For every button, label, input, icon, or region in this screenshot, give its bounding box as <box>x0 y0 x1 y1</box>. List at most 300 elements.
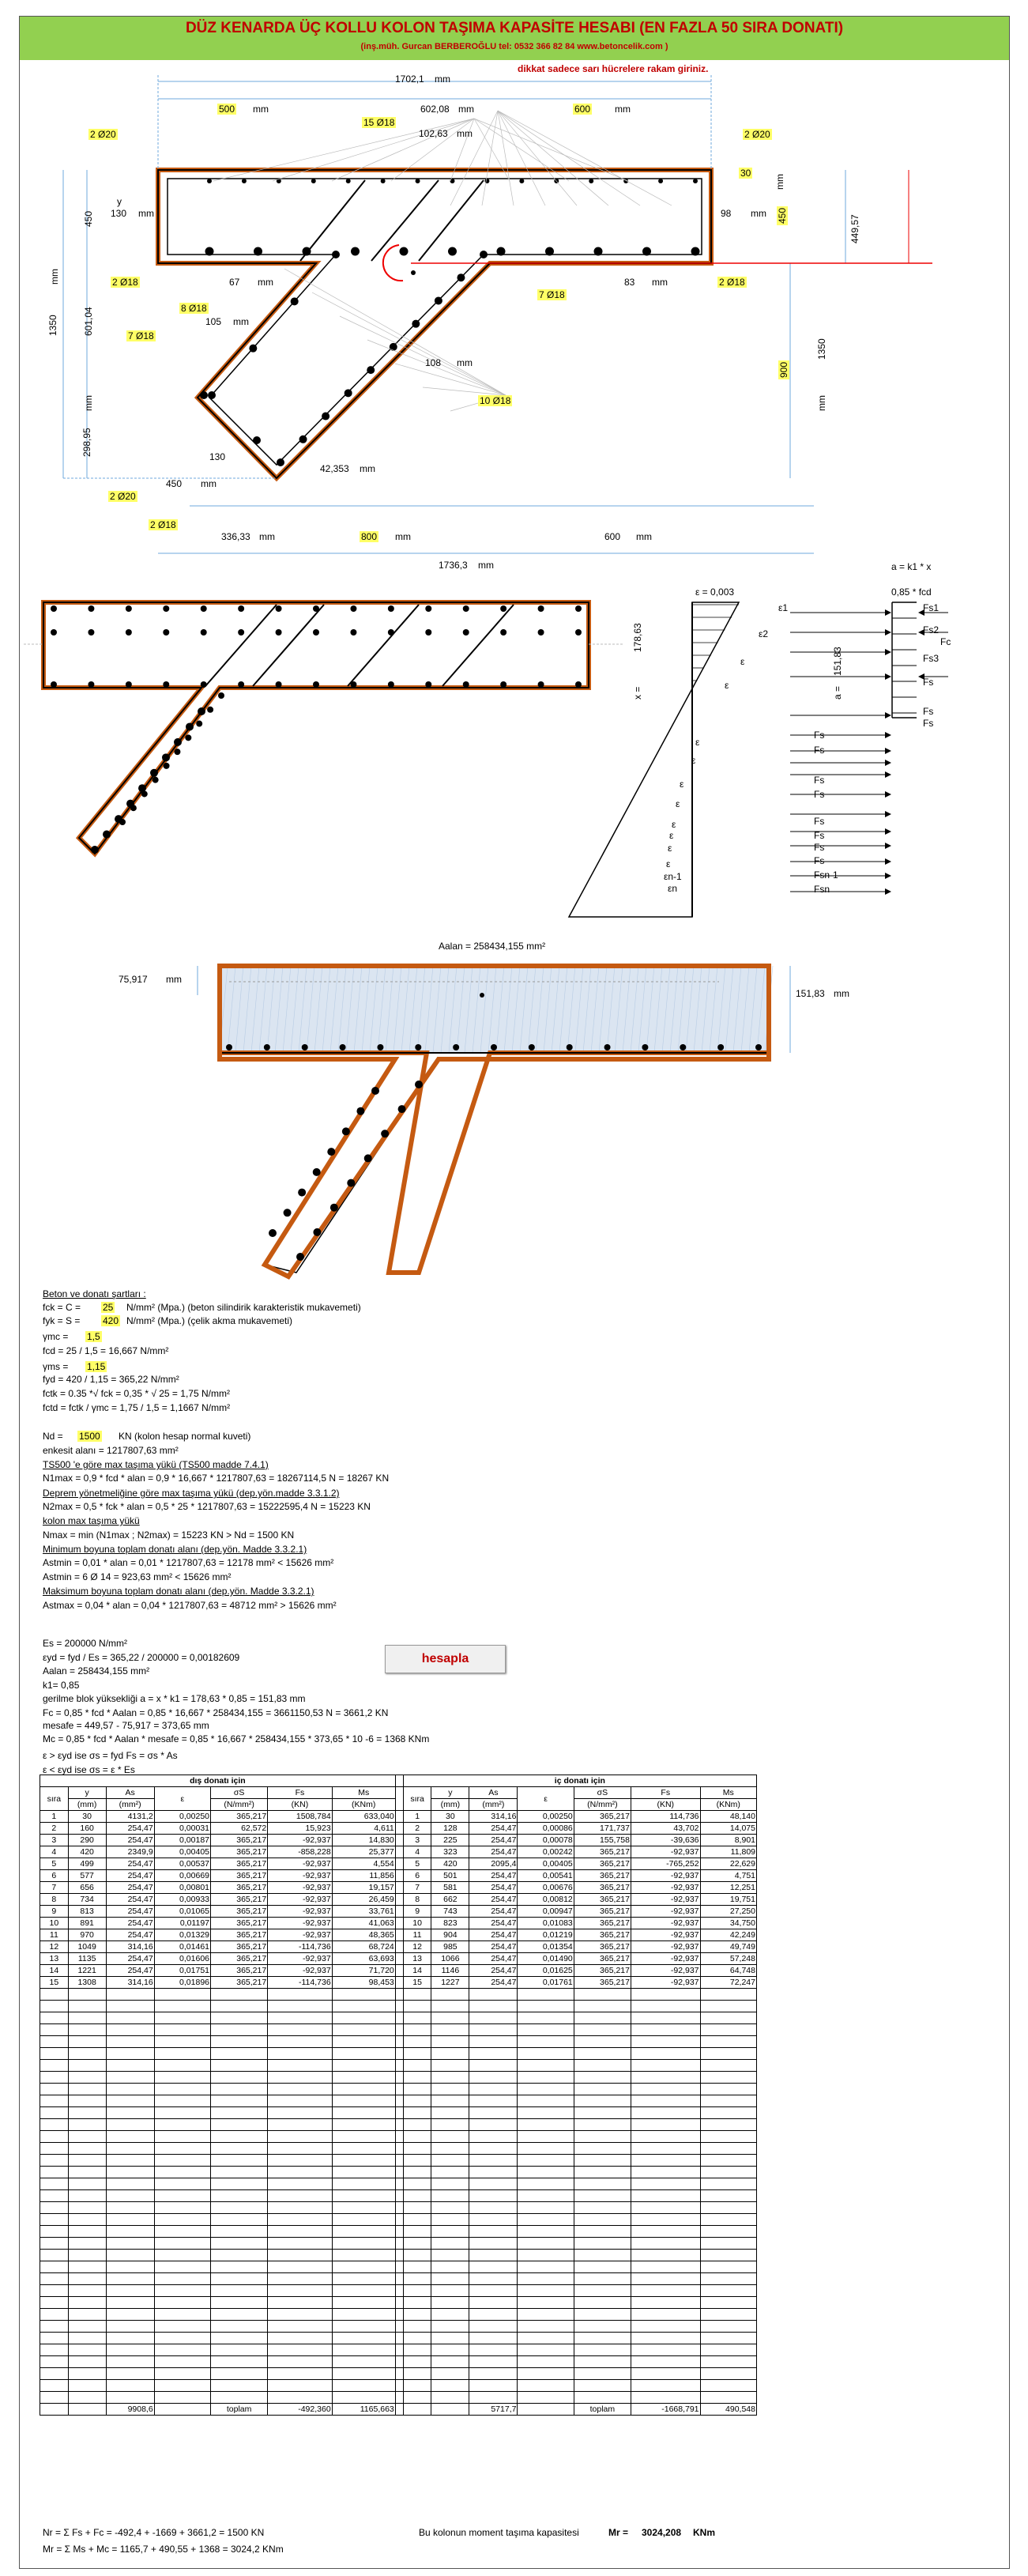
table-cell <box>700 2202 756 2214</box>
table-cell <box>431 2048 469 2060</box>
rebar-dot <box>388 681 394 688</box>
rebar-dot <box>604 1044 611 1050</box>
rebar-dot <box>201 605 207 612</box>
table-cell <box>574 2036 631 2048</box>
table-cell <box>395 1811 403 1823</box>
table-cell: 63,693 <box>332 1953 395 1965</box>
table-cell <box>518 2392 574 2404</box>
table-cell: 254,47 <box>106 1906 154 1918</box>
table-row <box>40 1823 757 1835</box>
table-cell <box>518 2261 574 2273</box>
table-cell: -114,736 <box>268 1941 332 1953</box>
rebar-dot <box>254 247 262 256</box>
table-cell <box>631 2356 700 2368</box>
strain-label: ε <box>676 798 680 809</box>
table-cell <box>40 2084 69 2095</box>
gms-input[interactable]: 1,15 <box>87 1361 106 1372</box>
rebar-dot <box>276 681 282 688</box>
table-cell <box>431 2214 469 2226</box>
table-cell <box>106 2178 154 2190</box>
table-cell <box>700 2072 756 2084</box>
table-cell <box>106 2060 154 2072</box>
table-cell: ε <box>518 1787 574 1811</box>
table-cell <box>268 2143 332 2155</box>
dim-label: 2 Ø20 <box>110 491 136 502</box>
leader-line <box>498 111 514 206</box>
table-cell <box>211 2297 268 2309</box>
rebar-dot <box>130 805 137 811</box>
fyk-input[interactable]: 420 <box>103 1315 119 1326</box>
table-cell: 365,217 <box>211 1918 268 1929</box>
rebar-dot <box>298 1189 306 1197</box>
table-row <box>40 2273 757 2285</box>
table-cell <box>395 2024 403 2036</box>
rebar-dot <box>330 1204 338 1212</box>
dim-label: 900 <box>778 361 789 378</box>
table-cell: 225 <box>431 1835 469 1846</box>
table-cell <box>403 2250 431 2261</box>
calc-line-16: Nmax = min (N1max ; N2max) = 15223 KN > Nd = 1500 KN <box>43 1529 295 1541</box>
table-cell <box>700 2131 756 2143</box>
capacity-unit: KNm <box>693 2527 716 2538</box>
rebar-dot <box>249 345 257 353</box>
table-row <box>40 2404 757 2416</box>
strain-label: ε1 <box>778 602 789 613</box>
table-cell: 2095,4 <box>469 1858 518 1870</box>
table-cell: 11 <box>403 1929 431 1941</box>
table-cell <box>40 2356 69 2368</box>
table-cell <box>518 2084 574 2095</box>
table-row <box>40 2297 757 2309</box>
table-cell <box>211 2214 268 2226</box>
table-cell: 0,00250 <box>154 1811 210 1823</box>
table-cell: 1135 <box>68 1953 106 1965</box>
table-cell: -492,360 <box>268 2404 332 2416</box>
rebar-dot <box>450 179 455 183</box>
table-cell <box>268 2368 332 2380</box>
table-cell <box>68 2214 106 2226</box>
table-cell <box>469 2261 518 2273</box>
table-cell: 254,47 <box>106 1918 154 1929</box>
table-cell <box>395 2333 403 2344</box>
table-row <box>40 1775 757 1787</box>
rebar-dot <box>164 763 170 769</box>
leader-line <box>284 269 506 395</box>
table-cell: 365,217 <box>211 1882 268 1894</box>
force-label: Fs <box>923 718 934 729</box>
force-label: Fs <box>814 842 825 853</box>
table-row <box>40 2178 757 2190</box>
table-cell <box>211 2001 268 2012</box>
table-cell <box>268 2178 332 2190</box>
table-cell <box>574 2214 631 2226</box>
dim-label: 450 <box>166 478 183 489</box>
table-cell <box>68 2036 106 2048</box>
rebar-dot <box>103 831 111 839</box>
table-cell: 15 <box>40 1977 69 1989</box>
table-cell <box>68 2012 106 2024</box>
table-cell <box>469 2250 518 2261</box>
table-cell: 577 <box>68 1870 106 1882</box>
table-cell: σS <box>211 1787 268 1799</box>
table-cell <box>68 2131 106 2143</box>
table-row <box>40 1811 757 1823</box>
table-row <box>40 2321 757 2333</box>
rebar-dot <box>88 629 94 636</box>
calc-line-18: Astmin = 0,01 * alan = 0,01 * 1217807,63 = 12178 mm² < 15626 mm² <box>43 1557 334 1568</box>
leader-line <box>498 111 640 206</box>
table-row <box>40 1846 757 1858</box>
table-cell <box>68 1989 106 2001</box>
table-cell <box>154 2024 210 2036</box>
table-cell <box>403 2368 431 2380</box>
table-cell <box>211 2072 268 2084</box>
table-cell <box>395 2036 403 2048</box>
table-cell <box>211 2107 268 2119</box>
dim-unit: mm <box>435 74 450 85</box>
strain-label: εn-1 <box>664 871 682 882</box>
table-cell <box>332 2155 395 2167</box>
table-cell <box>395 2356 403 2368</box>
table-cell <box>106 2095 154 2107</box>
calc-line-20: Maksimum boyuna toplam donatı alanı (dep.yön. Madde 3.3.2.1) <box>43 1586 314 1597</box>
table-cell <box>332 2060 395 2072</box>
strain-label: a = <box>832 685 843 700</box>
rebar-dot <box>642 1044 648 1050</box>
table-cell <box>700 2048 756 2060</box>
rebar-dot <box>277 458 284 466</box>
table-cell <box>40 2297 69 2309</box>
rebar-dot <box>269 1229 277 1237</box>
table-cell <box>40 2001 69 2012</box>
table-cell <box>431 2084 469 2095</box>
table-cell <box>700 2380 756 2392</box>
table-row <box>40 2107 757 2119</box>
table-cell: Fs <box>631 1787 700 1799</box>
table-cell: 4131,2 <box>106 1811 154 1823</box>
table-cell <box>700 2214 756 2226</box>
table-cell: 2349,9 <box>106 1846 154 1858</box>
table-cell: 12,251 <box>700 1882 756 1894</box>
table-cell <box>395 1870 403 1882</box>
table-cell: 171,737 <box>574 1823 631 1835</box>
calc-line-12: N1max = 0,9 * fcd * alan = 0,9 * 16,667 * 1217807,63 = 18267114,5 N = 18267 KN <box>43 1473 390 1484</box>
table-cell: 42,249 <box>700 1929 756 1941</box>
table-cell <box>268 1989 332 2001</box>
table-cell <box>631 2368 700 2380</box>
table-cell: 4 <box>40 1846 69 1858</box>
table-cell <box>518 2380 574 2392</box>
table-cell <box>431 2392 469 2404</box>
table-cell <box>574 2119 631 2131</box>
table-cell <box>403 2404 431 2416</box>
force-arrow-icon <box>885 843 891 849</box>
table-cell <box>332 2119 395 2131</box>
table-cell <box>518 2202 574 2214</box>
rebar-dot <box>313 1168 321 1176</box>
dim-label: 75,917 <box>119 974 148 985</box>
table-row <box>40 2072 757 2084</box>
table-cell: 14,830 <box>332 1835 395 1846</box>
table-cell: -92,937 <box>268 1882 332 1894</box>
rebar-dot <box>575 629 582 636</box>
table-cell: sıra <box>40 1787 69 1811</box>
dim-unit: mm <box>83 395 94 411</box>
table-cell <box>631 2273 700 2285</box>
table-cell: (N/mm²) <box>211 1799 268 1811</box>
table-cell: -92,937 <box>631 1977 700 1989</box>
dim-label: 108 <box>425 357 442 368</box>
table-cell <box>268 2226 332 2238</box>
table-cell <box>68 2190 106 2202</box>
table-row <box>40 1787 757 1799</box>
table-cell <box>395 2167 403 2178</box>
table-row <box>40 2356 757 2368</box>
table-row <box>40 2143 757 2155</box>
table-cell <box>518 1989 574 2001</box>
table-cell: 0,01461 <box>154 1941 210 1953</box>
table-cell <box>40 2095 69 2107</box>
table-cell <box>700 2178 756 2190</box>
table-cell: 323 <box>431 1846 469 1858</box>
rebar-dot <box>545 247 554 256</box>
fck-unit: N/mm² (Mpa.) (beton silindirik karakteristik mukavemeti) <box>126 1302 361 1313</box>
table-cell <box>268 2380 332 2392</box>
table-row <box>40 1894 757 1906</box>
table-cell <box>469 2036 518 2048</box>
table-cell <box>40 2250 69 2261</box>
strain-label: 178,63 <box>632 623 643 652</box>
table-cell <box>631 2321 700 2333</box>
table-cell <box>469 2131 518 2143</box>
table-cell: 0,00537 <box>154 1858 210 1870</box>
table-cell <box>518 2095 574 2107</box>
table-cell <box>574 2190 631 2202</box>
table-cell <box>700 2190 756 2202</box>
table-cell <box>431 2036 469 2048</box>
table-cell: 72,247 <box>700 1977 756 1989</box>
table-cell: 9 <box>403 1906 431 1918</box>
table-cell <box>631 2131 700 2143</box>
calc-line-9: Nd = <box>43 1431 63 1442</box>
table-cell <box>106 2321 154 2333</box>
table-cell <box>211 2202 268 2214</box>
table-cell: toplam <box>211 2404 268 2416</box>
rebar-dot <box>463 629 469 636</box>
table-row <box>40 1953 757 1965</box>
table-cell <box>395 1823 403 1835</box>
input-note: dikkat sadece sarı hücrelere rakam giriniz. <box>518 63 709 74</box>
table-cell <box>332 2178 395 2190</box>
table-cell <box>106 2012 154 2024</box>
fck-input[interactable]: 25 <box>103 1302 114 1313</box>
table-cell <box>395 2344 403 2356</box>
table-cell <box>40 2238 69 2250</box>
table-cell <box>631 1989 700 2001</box>
table-cell <box>154 2380 210 2392</box>
table-cell <box>106 2238 154 2250</box>
table-cell <box>211 2167 268 2178</box>
table-row <box>40 2119 757 2131</box>
table-cell <box>631 2380 700 2392</box>
hesapla-button[interactable]: hesapla <box>385 1645 506 1673</box>
table-cell <box>395 1894 403 1906</box>
table-cell: 0,01219 <box>518 1929 574 1941</box>
table-cell: -92,937 <box>268 1835 332 1846</box>
table-cell <box>518 2143 574 2155</box>
table-cell: 3 <box>40 1835 69 1846</box>
axis-label: y <box>117 196 122 207</box>
table-cell: 1 <box>40 1811 69 1823</box>
table-cell: 5717,7 <box>469 2404 518 2416</box>
force-arrow-icon <box>885 649 891 655</box>
table-cell <box>40 2048 69 2060</box>
table-cell: -92,937 <box>268 1906 332 1918</box>
table-cell: 5 <box>40 1858 69 1870</box>
force-label: Fs <box>814 789 825 800</box>
table-cell: 0,00078 <box>518 1835 574 1846</box>
calc-line-14: N2max = 0,5 * fck * alan = 0,5 * 25 * 1217807,63 = 15222595,4 N = 15223 KN <box>43 1501 371 1512</box>
dim-unit: mm <box>458 104 474 115</box>
table-cell <box>403 2380 431 2392</box>
table-cell <box>469 2297 518 2309</box>
force-label: Fs1 <box>923 602 940 613</box>
table-cell <box>106 2368 154 2380</box>
dim-label: 2 Ø18 <box>150 519 176 530</box>
rebar-dot <box>242 179 247 183</box>
dim-label: 10 Ø18 <box>480 395 511 406</box>
table-cell: toplam <box>574 2404 631 2416</box>
table-cell <box>469 2309 518 2321</box>
strain-diagram <box>569 602 739 917</box>
table-cell <box>631 2344 700 2356</box>
area-label: Aalan = 258434,155 mm² <box>439 941 546 952</box>
table-cell: -765,252 <box>631 1858 700 1870</box>
table-cell <box>68 2261 106 2273</box>
table-cell <box>469 2107 518 2119</box>
table-cell <box>574 2178 631 2190</box>
table-cell <box>211 1989 268 2001</box>
table-cell <box>211 2261 268 2273</box>
table-cell <box>574 2368 631 2380</box>
table-cell <box>431 2155 469 2167</box>
table-cell: 0,00947 <box>518 1906 574 1918</box>
rebar-dot <box>238 629 244 636</box>
table-cell <box>211 2095 268 2107</box>
rebar-dot <box>327 1148 335 1156</box>
table-cell <box>268 2309 332 2321</box>
force-arrow-icon <box>885 828 891 835</box>
dim-label: 449,57 <box>849 214 860 243</box>
table-cell <box>403 2155 431 2167</box>
dim-unit: mm <box>49 269 60 285</box>
table-cell <box>154 2226 210 2238</box>
table-cell: -92,937 <box>631 1953 700 1965</box>
table-cell: 891 <box>68 1918 106 1929</box>
dim-unit: mm <box>478 560 494 571</box>
table-cell <box>332 2001 395 2012</box>
table-cell <box>395 2250 403 2261</box>
table-cell <box>154 2356 210 2368</box>
rebar-dot <box>457 273 465 281</box>
table-cell <box>574 2060 631 2072</box>
table-cell <box>268 2273 332 2285</box>
table-cell <box>332 2356 395 2368</box>
table-cell <box>518 2012 574 2024</box>
table-cell: (KNm) <box>700 1799 756 1811</box>
rebar-dot <box>425 629 431 636</box>
force-arrow-icon <box>885 760 891 766</box>
table-cell: 254,47 <box>469 1977 518 1989</box>
table-cell: 0,00187 <box>154 1835 210 1846</box>
dim-unit: mm <box>259 531 275 542</box>
table-cell <box>431 2024 469 2036</box>
calc-line-4: fcd = 25 / 1,5 = 16,667 N/mm² <box>43 1345 169 1356</box>
rebar-dot <box>448 247 457 256</box>
table-cell <box>631 2226 700 2238</box>
table-cell <box>395 2238 403 2250</box>
table-cell <box>431 2297 469 2309</box>
rebar-dot <box>575 681 582 688</box>
table-cell <box>518 2214 574 2226</box>
table-cell: 365,217 <box>211 1977 268 1989</box>
table-cell <box>631 2072 700 2084</box>
rebar-dot <box>538 605 544 612</box>
calc-line-27: Fc = 0,85 * fcd * Aalan = 0,85 * 16,667 * 258434,155 = 3661150,53 N = 3661,2 KN <box>43 1707 389 1718</box>
table-cell <box>268 2321 332 2333</box>
table-cell <box>211 2333 268 2344</box>
table-cell <box>518 2344 574 2356</box>
table-cell: 985 <box>431 1941 469 1953</box>
table-cell <box>268 2250 332 2261</box>
rebar-dot <box>238 605 244 612</box>
table-cell <box>700 2119 756 2131</box>
table-cell <box>395 2119 403 2131</box>
table-cell: 6 <box>40 1870 69 1882</box>
leader-line <box>498 111 577 206</box>
rebar-dot <box>356 1107 364 1115</box>
dim-unit: mm <box>774 174 785 190</box>
strain-label: 0,85 * fcd <box>891 586 932 598</box>
table-cell <box>403 2238 431 2250</box>
table-cell: 490,548 <box>700 2404 756 2416</box>
force-label: Fs <box>814 816 825 827</box>
dim-unit: mm <box>457 357 473 368</box>
gmc-input[interactable]: 1,5 <box>87 1331 100 1342</box>
dim-label: 130 <box>111 208 127 219</box>
dim-label: 7 Ø18 <box>539 289 565 300</box>
table-cell <box>40 2380 69 2392</box>
force-arrow-icon <box>885 888 891 895</box>
rebar-dot <box>198 707 205 715</box>
table-cell <box>469 2084 518 2095</box>
table-row <box>40 2190 757 2202</box>
table-cell <box>68 2143 106 2155</box>
table-cell <box>395 2131 403 2143</box>
table-cell <box>106 2285 154 2297</box>
table-cell <box>211 2321 268 2333</box>
dim-unit: mm <box>233 316 249 327</box>
table-cell <box>40 2392 69 2404</box>
table-cell <box>68 2309 106 2321</box>
nd-input[interactable]: 1500 <box>79 1431 100 1442</box>
fyk-unit: N/mm² (Mpa.) (çelik akma mukavemeti) <box>126 1315 293 1326</box>
table-cell <box>631 2060 700 2072</box>
table-cell: 5 <box>403 1858 431 1870</box>
table-cell <box>68 2392 106 2404</box>
table-cell: 1066 <box>431 1953 469 1965</box>
table-cell: 0,00933 <box>154 1894 210 1906</box>
